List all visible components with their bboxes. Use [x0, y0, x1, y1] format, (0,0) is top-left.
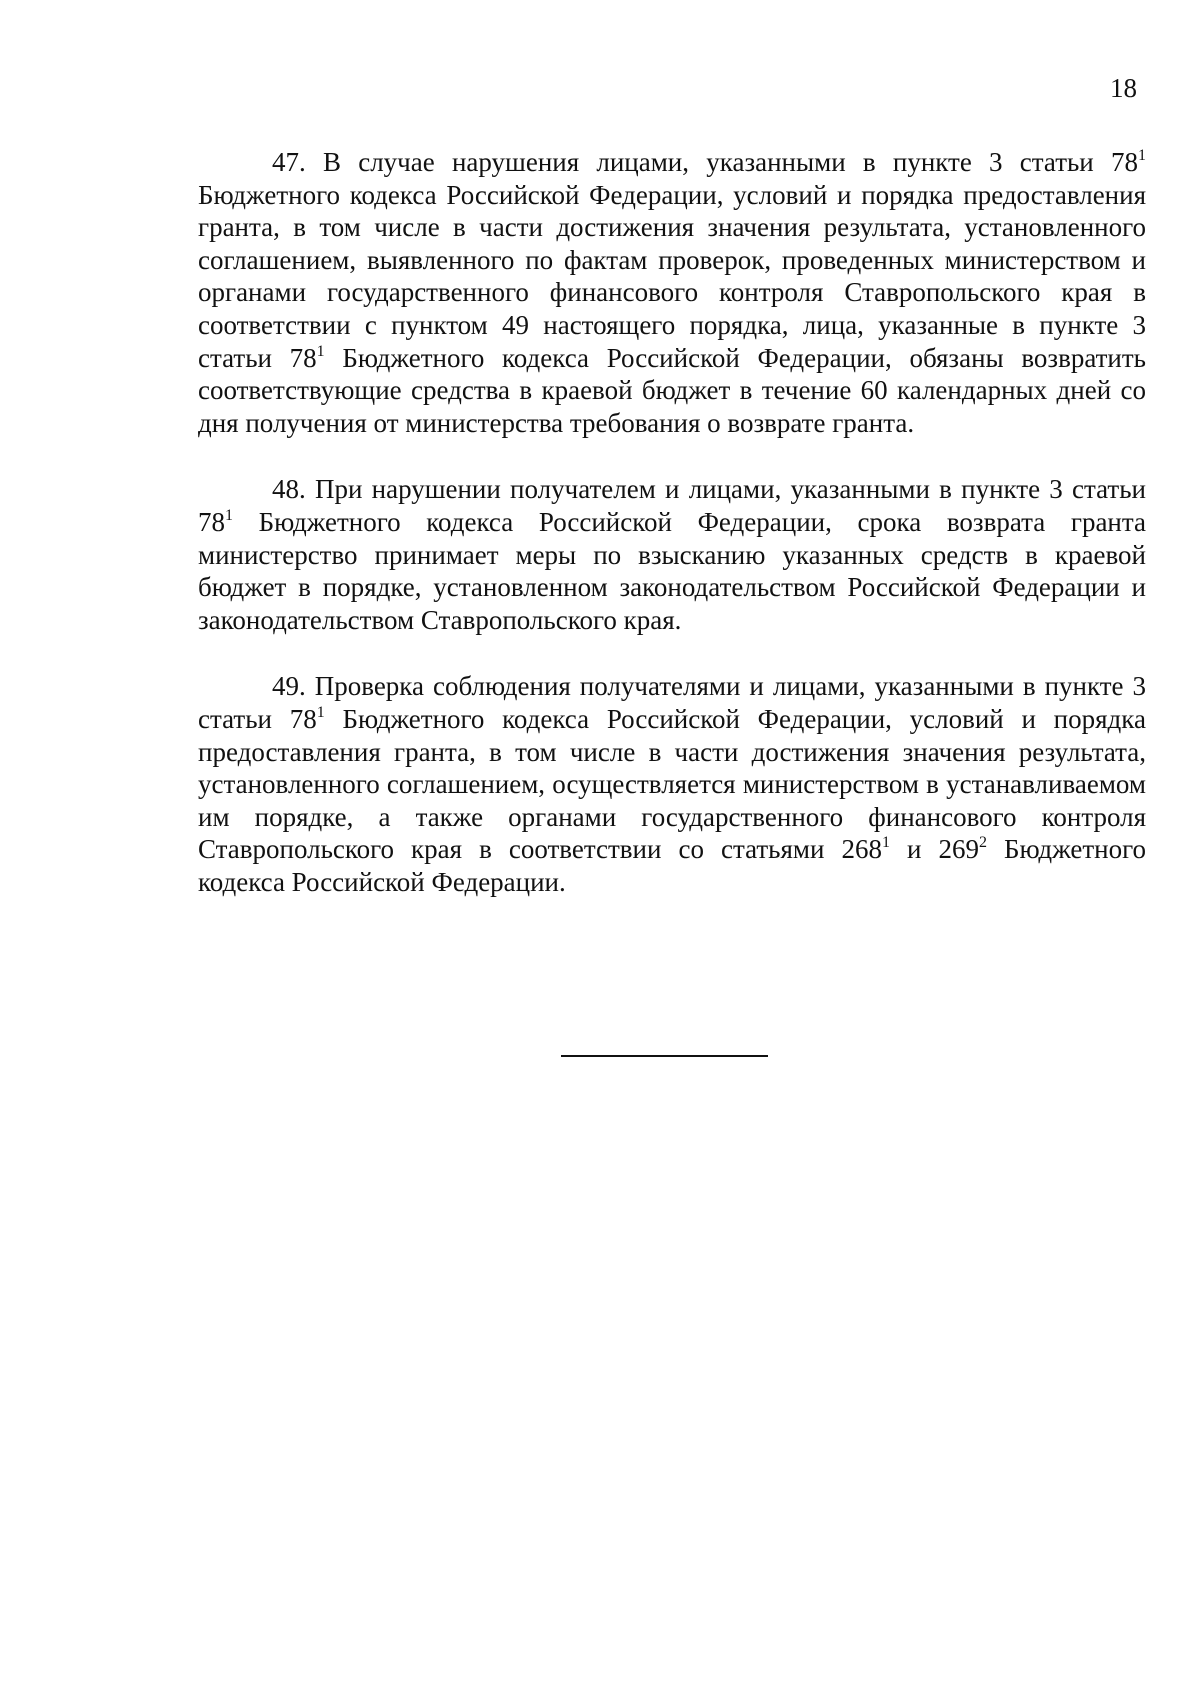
- paragraph-text: 49. Проверка соблюдения получателями и лицами, указанными в пункте 3 статьи 78: [198, 671, 1146, 734]
- superscript-index: 2: [979, 834, 987, 852]
- superscript-index: 1: [225, 506, 233, 524]
- paragraph-text: Бюджетного кодекса Российской Федерации, срока возврата гранта министерство принимает меры по взысканию указанных средств в краевой бюджет в порядке, установленном законодательством Российской Федерации и законодательством Ставропольского края.: [198, 506, 1146, 635]
- paragraph-text: Бюджетного кодекса Российской Федерации, условий и порядка предоставления гранта, в том числе в части достижения значения результата, установленного соглашением, осуществляется министерством в устанавливаемом им порядке, а также органами государственного финансового контроля Ставропольского края в соответствии со статьями 268: [198, 703, 1146, 865]
- superscript-index: 1: [316, 342, 325, 360]
- superscript-index: 1: [1138, 147, 1146, 164]
- superscript-index: 1: [881, 834, 890, 852]
- paragraph-text: 47. В случае нарушения лицами, указанными в пункте 3 статьи 78: [272, 147, 1138, 177]
- end-of-document-rule: [561, 1055, 768, 1057]
- page-number: 18: [1110, 73, 1137, 103]
- paragraph-text: 48. При нарушении получателем и лицами, указанными в пункте 3 статьи 78: [198, 474, 1146, 537]
- paragraph-text: и 269: [889, 834, 979, 865]
- paragraph-text: Бюджетного кодекса Российской Федерации.: [198, 834, 1147, 897]
- paragraph-47: [198, 146, 1146, 439]
- superscript-index: 1: [316, 703, 325, 721]
- paragraph-text: Бюджетного кодекса Российской Федерации, обязаны возвратить соответствующие средства в краевой бюджет в течение 60 календарных дней со дня получения от министерства требования о возврате гранта.: [198, 342, 1146, 438]
- paragraph-text: Бюджетного кодекса Российской Федерации, условий и порядка предоставления гранта, в том числе в части достижения значения результата, установленного соглашением, выявленного по фактам проверок, проведенных министерством и органами государственного финансового контроля Ставропольского края в соответствии с пунктом 49 настоящего порядка, лица, указанные в пункте 3 статьи 78: [198, 179, 1146, 373]
- document-body: [198, 146, 1146, 898]
- paragraph-49: [198, 670, 1146, 898]
- paragraph-48: [198, 473, 1146, 636]
